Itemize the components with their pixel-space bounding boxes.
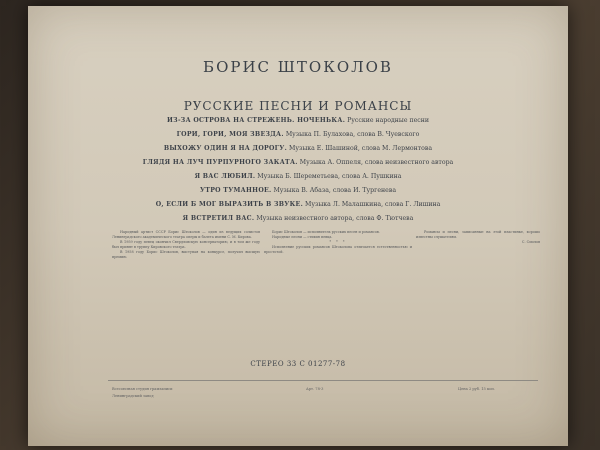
track-list [28, 114, 568, 226]
track-credit: Музыка П. Булахова, слова В. Чуевского [285, 131, 420, 138]
track-item [28, 156, 568, 170]
track-item [28, 198, 568, 212]
track-title: УТРО ТУМАННОЕ. [199, 187, 272, 194]
record-sleeve-back [28, 6, 568, 446]
track-item [28, 184, 568, 198]
liner-notes-column-1 [112, 230, 260, 362]
liner-notes-column-2 [264, 230, 412, 362]
track-title: О, ЕСЛИ Б МОГ ВЫРАЗИТЬ В ЗВУКЕ. [155, 201, 304, 208]
track-credit: Музыка Б. Шереметьева, слова А. Пушкина [257, 173, 402, 180]
liner-author-signature: С. Смолов [521, 240, 540, 245]
liner-paragraph: В 1958 году Борис Штоколов, выступая на конкурсе, получил высшую премию. [112, 250, 260, 260]
track-credit: Музыка Е. Шашиной, слова М. Лермонтова [289, 145, 433, 152]
liner-paragraph: Народные песни — стихия певца. [272, 235, 333, 240]
liner-paragraph: В 1959 году певец окончил Свердловскую консерваторию, и в том же году был принят в труппу Кировского театра. [112, 240, 260, 250]
footer-divider [108, 380, 538, 381]
liner-paragraph: Народный артист СССР Борис Штоколов — один из ведущих солистов Ленинградского академического театра оперы и балета имени С. М. Кирова. [112, 230, 260, 240]
artist-name: БОРИС ШТОКОЛОВ [203, 58, 393, 76]
track-item [28, 170, 568, 184]
section-divider: * * * [329, 240, 347, 245]
track-item [28, 128, 568, 142]
liner-paragraph: Борис Штоколов — исполнитель русских песен и романсов. [272, 230, 380, 234]
catalog-number: СТЕРЕО 33 С 01277-78 [250, 360, 346, 368]
track-credit: Музыка А. Оппеля, слова неизвестного автора [299, 159, 454, 166]
footer-article: Арт. 78-3 [306, 387, 324, 391]
footer-plant: Ленинградский завод [112, 394, 154, 398]
track-credit: Русские народные песни [347, 117, 429, 124]
liner-notes-column-3 [416, 230, 540, 362]
footer-label-studio: Всесоюзная студия грамзаписи [112, 387, 173, 391]
track-title: ГЛЯДЯ НА ЛУЧ ПУРПУРНОГО ЗАКАТА. [142, 159, 298, 166]
liner-paragraph: Исполнение русских романсов Штоколова отличается естественностью и простотой. [264, 245, 412, 255]
liner-paragraph: Романсы и песни, записанные на этой пластинке, хорошо известны слушателям. [416, 230, 540, 240]
track-item [28, 114, 568, 128]
track-credit: Музыка В. Абаза, слова И. Тургенева [273, 187, 397, 194]
footer-price: Цена 2 руб. 15 коп. [458, 387, 495, 391]
track-credit: Музыка неизвестного автора, слова Ф. Тютчева [256, 215, 414, 222]
track-title: Я ВАС ЛЮБИЛ. [194, 173, 256, 180]
track-title: ИЗ-ЗА ОСТРОВА НА СТРЕЖЕНЬ. НОЧЕНЬКА. [167, 117, 346, 124]
track-credit: Музыка Л. Малашкина, слова Г. Лишина [305, 201, 441, 208]
track-title: ГОРИ, ГОРИ, МОЯ ЗВЕЗДА. [176, 131, 284, 138]
album-subtitle: РУССКИЕ ПЕСНИ И РОМАНСЫ [183, 99, 413, 113]
track-title: Я ВСТРЕТИЛ ВАС. [182, 215, 255, 222]
track-item [28, 142, 568, 156]
track-item [28, 212, 568, 226]
track-title: ВЫХОЖУ ОДИН Я НА ДОРОГУ. [163, 145, 288, 152]
